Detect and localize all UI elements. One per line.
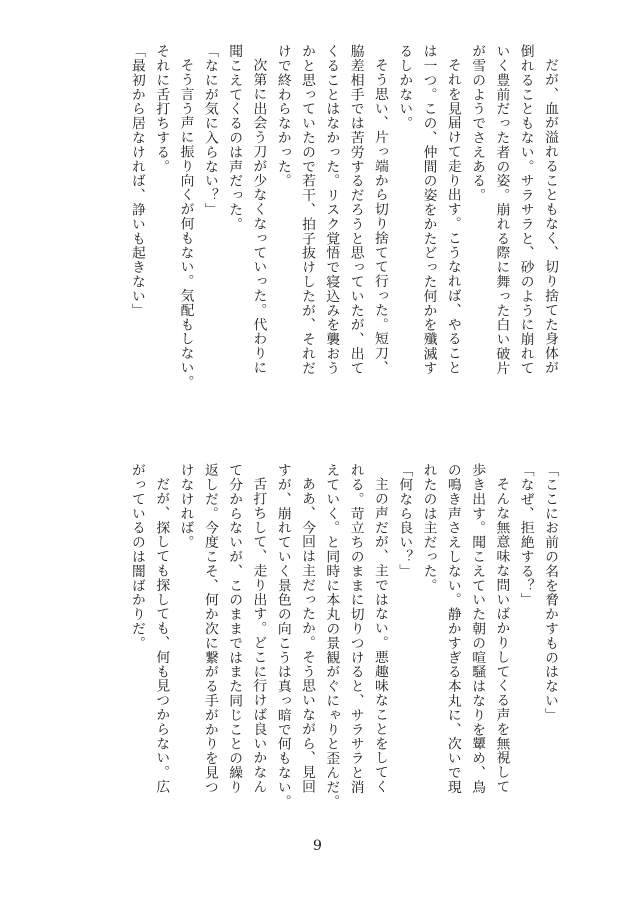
page-number: 9: [313, 838, 322, 854]
text-line: て分からないが、このままではまた同じことの繰り: [226, 463, 243, 795]
text-block-bottom: [125, 463, 562, 808]
text-line: いく豊前だった者の姿。崩れる際に舞った白い破片: [493, 44, 510, 376]
text-line: すが、崩れていく景色の向こうは真っ暗で何もない。: [274, 463, 291, 809]
narration-paragraph: [270, 44, 391, 389]
text-line: がっているのは闇ばかりだ。: [128, 463, 145, 651]
text-line: は一つ。この、仲間の姿をかたどった何かを殲滅す: [420, 44, 437, 376]
text-line: 次第に出会う刀が少なくなっていった。代わりに: [250, 57, 267, 375]
text-line: えていく。と同時に本丸の景観がぐにゃりと歪んだ。: [323, 463, 340, 809]
dialogue-paragraph: [125, 44, 149, 389]
text-line: けなければ。: [177, 463, 194, 550]
text-line: そう思い、片っ端から切り捨てて行った。短刀、: [371, 57, 388, 375]
text-line: 「なにが気に入らない？」: [201, 44, 218, 217]
text-line: ああ、今回は主だったか。そう思いながら、見回: [299, 476, 316, 794]
text-line: だが、探しても探しても、何も見つからない。広: [153, 476, 170, 794]
text-line: が雪のようでさえある。: [469, 44, 486, 203]
dialogue-paragraph: [513, 463, 537, 808]
text-block-top: [125, 44, 562, 389]
text-line: それを見届けて走り出す。こうなれば、やること: [444, 57, 461, 375]
text-line: けで終わらなかった。: [274, 44, 291, 188]
text-line: 歩き出す。聞こえていた朝の喧騒はなりを顰め、鳥: [469, 463, 486, 795]
dialogue-paragraph: [392, 463, 416, 808]
text-line: そう言う声に振り向くが何もない。気配もしない。: [177, 57, 194, 389]
text-line: 「なぜ、拒絶する？」: [517, 463, 534, 607]
text-line: れる。苛立ちのままに切りつけると、サラサラと消: [347, 463, 364, 795]
text-line: くることはなかった。リスク覚悟で寝込みを襲おう: [323, 44, 340, 376]
text-line: るしかない。: [396, 44, 413, 131]
text-line: 返しだ。今度こそ、何か次に繋がる手がかりを見つ: [201, 463, 218, 795]
text-line: だが、血が溢れることもなく、切り捨てた身体が: [542, 57, 558, 375]
narration-paragraph: [416, 463, 513, 808]
text-line: 聞こえてくるのは声だった。: [226, 44, 243, 232]
narration-paragraph: [173, 463, 270, 808]
text-line: それに舌打ちする。: [153, 44, 170, 174]
narration-paragraph: [392, 44, 465, 389]
narration-paragraph: [319, 463, 392, 808]
narration-paragraph: [125, 463, 174, 808]
dialogue-paragraph: [538, 463, 562, 808]
text-line: 「ここにお前の名を脅かすものはない」: [542, 463, 558, 723]
narration-paragraph: [465, 44, 562, 389]
text-line: 倒れることもない。サラサラと、砂のように崩れて: [517, 44, 534, 376]
narration-paragraph: [222, 44, 271, 389]
text-line: の鳴き声さえしない。静かすぎる本丸に、次いで現: [444, 463, 461, 795]
text-line: れたのは主だった。: [420, 463, 437, 593]
narration-paragraph: [149, 44, 198, 389]
text-line: 主の声だが、主ではない。悪趣味なことをしてく: [371, 476, 388, 794]
text-line: 「最初から居なければ、諍いも起きない」: [128, 44, 145, 318]
text-line: 脇差相手では苦労するだろうと思っていたが、出て: [347, 44, 364, 376]
narration-paragraph: [270, 463, 319, 808]
text-line: 舌打ちして、走り出す。どこに行けば良いかなん: [250, 476, 267, 794]
text-line: 「何なら良い？」: [396, 463, 413, 579]
text-line: そんな無意味な問いばかりしてくる声を無視して: [493, 476, 510, 794]
text-line: かと思っていたので若干、拍子抜けしたが、それだ: [299, 44, 316, 376]
dialogue-paragraph: [198, 44, 222, 389]
